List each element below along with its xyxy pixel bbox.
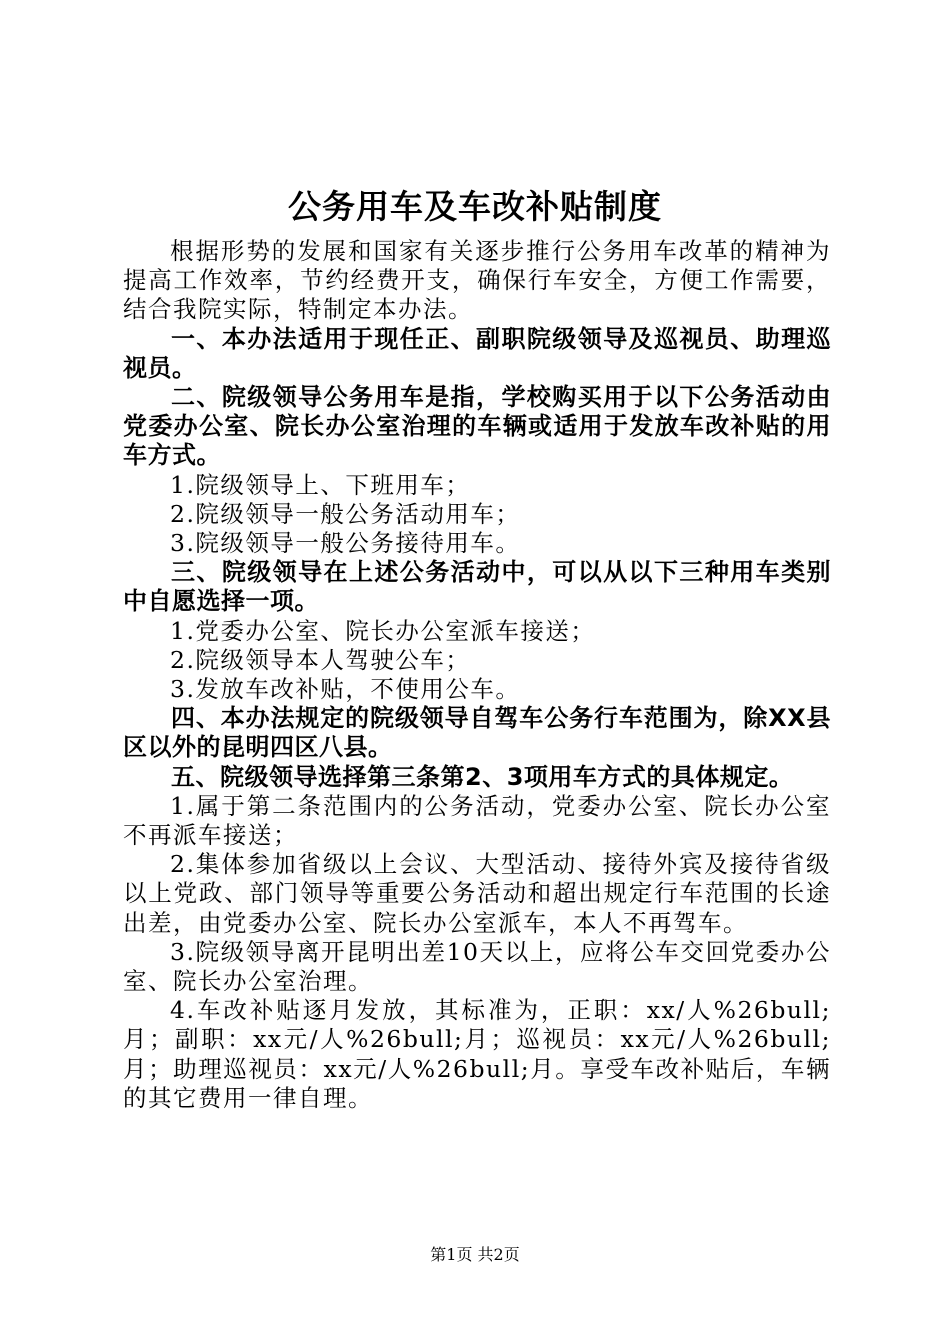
paragraph: 1.党委办公室、院长办公室派车接送； — [170, 616, 596, 645]
paragraph: 1.属于第二条范围内的公务活动，党委办公室、院长办公室不再派车接送； — [123, 791, 831, 850]
paragraph: 3.院级领导一般公务接待用车。 — [170, 529, 521, 558]
paragraph: 4.车改补贴逐月发放，其标准为，正职：xx/人%26bull;月；副职：xx元/人%26bull;月；巡视员：xx元/人%26bull;月；助理巡视员：xx元/人%26bull;月。享受车改补贴后，车辆的其它费用一律自理。 — [123, 996, 831, 1112]
document-title: 公务用车及车改补贴制度 — [288, 187, 662, 226]
section-heading: 二、院级领导公务用车是指，学校购买用于以下公务活动由党委办公室、院长办公室治理的车辆或适用于发放车改补贴的用车方式。 — [123, 383, 831, 470]
page-footer: 第1页 共2页 — [430, 1245, 520, 1264]
section-heading: 一、本办法适用于现任正、副职院级领导及巡视员、助理巡视员。 — [123, 324, 831, 382]
paragraph: 1.院级领导上、下班用车； — [170, 470, 471, 499]
paragraph: 2.院级领导本人驾驶公车； — [170, 645, 471, 674]
section-heading: 三、院级领导在上述公务活动中，可以从以下三种用车类别中自愿选择一项。 — [123, 558, 831, 616]
paragraph: 根据形势的发展和国家有关逐步推行公务用车改革的精神为提高工作效率，节约经费开支，确保行车安全，方便工作需要，结合我院实际，特制定本办法。 — [123, 237, 831, 324]
section-heading: 五、院级领导选择第三条第2、3项用车方式的具体规定。 — [171, 762, 794, 791]
document-body — [123, 237, 831, 1113]
section-heading: 四、本办法规定的院级领导自驾车公务行车范围为，除XX县区以外的昆明四区八县。 — [123, 704, 831, 762]
paragraph: 2.集体参加省级以上会议、大型活动、接待外宾及接待省级以上党政、部门领导等重要公务活动和超出规定行车范围的长途出差，由党委办公室、院长办公室派车，本人不再驾车。 — [123, 850, 831, 937]
paragraph: 3.院级领导离开昆明出差10天以上，应将公车交回党委办公室、院长办公室治理。 — [123, 937, 831, 996]
paragraph: 2.院级领导一般公务活动用车； — [170, 499, 521, 528]
paragraph: 3.发放车改补贴，不使用公车。 — [170, 675, 521, 704]
